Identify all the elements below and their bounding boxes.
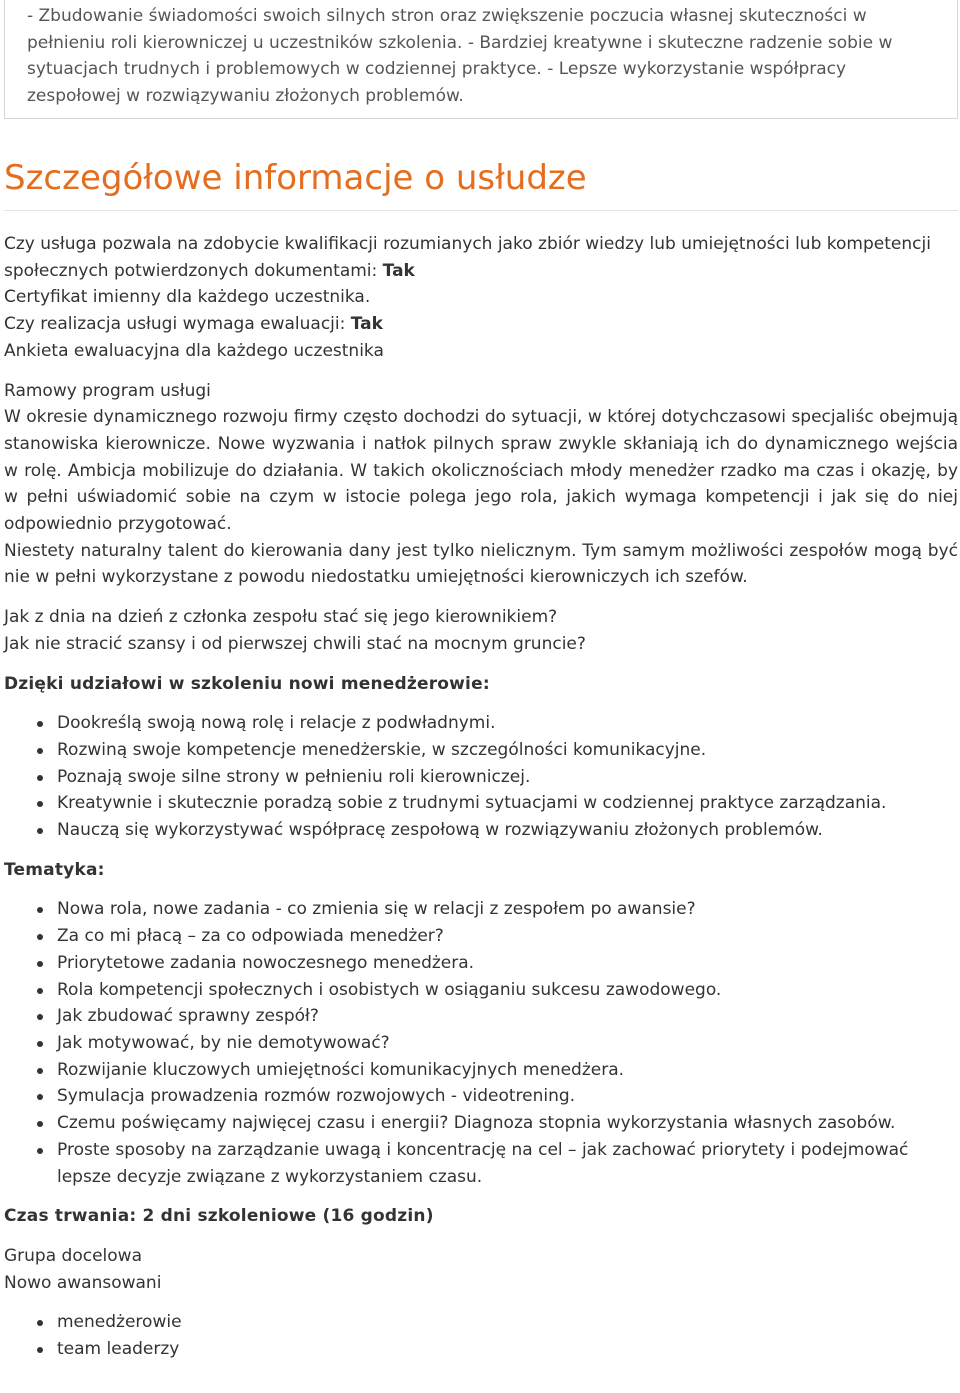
benefits-heading: Dzięki udziałowi w szkoleniu nowi menedżerowie:: [4, 673, 490, 694]
service-details: [4, 231, 958, 1363]
spacer: [4, 1230, 958, 1243]
spacer: [4, 883, 958, 896]
spacer: [4, 365, 958, 378]
list-item: Czemu poświęcamy najwięcej czasu i energii? Diagnoza stopnia wykorzystania własnych zasobów.: [57, 1110, 958, 1137]
spacer: [4, 591, 958, 604]
list-item: Jak motywować, by nie demotywować?: [57, 1030, 958, 1057]
program-label: Ramowy program usługi: [4, 380, 211, 401]
list-item: Kreatywnie i skutecznie poradzą sobie z trudnymi sytuacjami w codziennej praktyce zarządzania.: [57, 790, 958, 817]
list-item: Za co mi płacą – za co odpowiada menedżer?: [57, 923, 958, 950]
spacer: [4, 1296, 958, 1309]
list-item: Priorytetowe zadania nowoczesnego menedżera.: [57, 950, 958, 977]
program-question-2: Jak nie stracić szansy i od pierwszej chwili stać na mocnym gruncie?: [4, 633, 586, 654]
list-item: Nowa rola, nowe zadania - co zmienia się w relacji z zespołem po awansie?: [57, 896, 958, 923]
evaluation-detail: Ankieta ewaluacyjna dla każdego uczestnika: [4, 340, 384, 361]
spacer: [4, 697, 958, 710]
list-item: Proste sposoby na zarządzanie uwagą i koncentrację na cel – jak zachować priorytety i podejmować lepsze decyzje związane z wykorzystaniem czasu.: [57, 1137, 958, 1190]
list-item: team leaderzy: [57, 1336, 958, 1363]
topics-heading: Tematyka:: [4, 859, 105, 880]
list-item: Poznają swoje silne strony w pełnieniu roli kierowniczej.: [57, 764, 958, 791]
section-title: Szczegółowe informacje o usłudze: [4, 158, 587, 198]
spacer: [4, 658, 958, 671]
topics-list: [4, 896, 958, 1190]
program-question-1: Jak z dnia na dzień z członka zespołu stać się jego kierownikiem?: [4, 607, 558, 628]
list-item: Dookreślą swoją nową rolę i relacje z podwładnymi.: [57, 710, 958, 737]
benefits-list: [4, 710, 958, 844]
spacer: [4, 1190, 958, 1203]
list-item: Rozwijanie kluczowych umiejętności komunikacyjnych menedżera.: [57, 1057, 958, 1084]
target-group-list: [4, 1309, 958, 1362]
evaluation-question-text: Czy realizacja usługi wymaga ewaluacji:: [4, 314, 351, 335]
list-item: Symulacja prowadzenia rozmów rozwojowych - videotrening.: [57, 1083, 958, 1110]
qualifications-answer: Tak: [382, 260, 415, 281]
list-item: Jak zbudować sprawny zespół?: [57, 1003, 958, 1030]
target-group-label: Grupa docelowa: [4, 1245, 142, 1266]
qualifications-detail: Certyfikat imienny dla każdego uczestnika.: [4, 287, 371, 308]
evaluation-answer: Tak: [350, 314, 383, 335]
intro-text: - Zbudowanie świadomości swoich silnych stron oraz zwiększenie poczucia własnej skuteczności w pełnieniu roli kierowniczej u uczestników szkolenia. - Bardziej kreatywne i skuteczne radzenie sobie w sytuacjach trudnych i problemowych w codziennej praktyce. - Lepsze wykorzystanie współpracy zespołowej w rozwiązywaniu złożonych problemów.: [27, 6, 893, 107]
spacer: [4, 844, 958, 857]
qualifications-question: [4, 231, 958, 284]
qualifications-question-text: Czy usługa pozwala na zdobycie kwalifikacji rozumianych jako zbiór wiedzy lub umiejętności lub kompetencji społecznych potwierdzonych dokumentami:: [4, 234, 931, 281]
list-item: Rozwiną swoje kompetencje menedżerskie, w szczególności komunikacyjne.: [57, 737, 958, 764]
evaluation-question: [4, 311, 958, 338]
program-paragraph-1: W okresie dynamicznego rozwoju firmy często dochodzi do sytuacji, w której dotychczasowi specjaliśc obejmują stanowiska kierownicze. Nowe wyzwania i natłok pilnych spraw zwykle skłaniają ich do dynamicznego wejścia w rolę. Ambicja mobilizuje do działania. W takich okolicznościach młody menedżer rzadko ma czas i okazję, by w pełni uświadomić sobie na czym w istocie polega jego rola, jakich wymaga kompetencji i jak się do niej odpowiednio przygotować.: [4, 407, 958, 535]
list-item: Rola kompetencji społecznych i osobistych w osiąganiu sukcesu zawodowego.: [57, 977, 958, 1004]
duration: Czas trwania: 2 dni szkoleniowe (16 godzin): [4, 1206, 434, 1227]
intro-box: [4, 0, 958, 119]
target-group-subtitle: Nowo awansowani: [4, 1272, 162, 1293]
list-item: Nauczą się wykorzystywać współpracę zespołową w rozwiązywaniu złożonych problemów.: [57, 817, 958, 844]
list-item: menedżerowie: [57, 1309, 958, 1336]
program-paragraph-2: Niestety naturalny talent do kierowania dany jest tylko nielicznym. Tym samym możliwości zespołów mogą być nie w pełni wykorzystane z powodu niedostatku umiejętności kierowniczych ich szefów.: [4, 540, 958, 588]
title-divider: [4, 210, 958, 211]
